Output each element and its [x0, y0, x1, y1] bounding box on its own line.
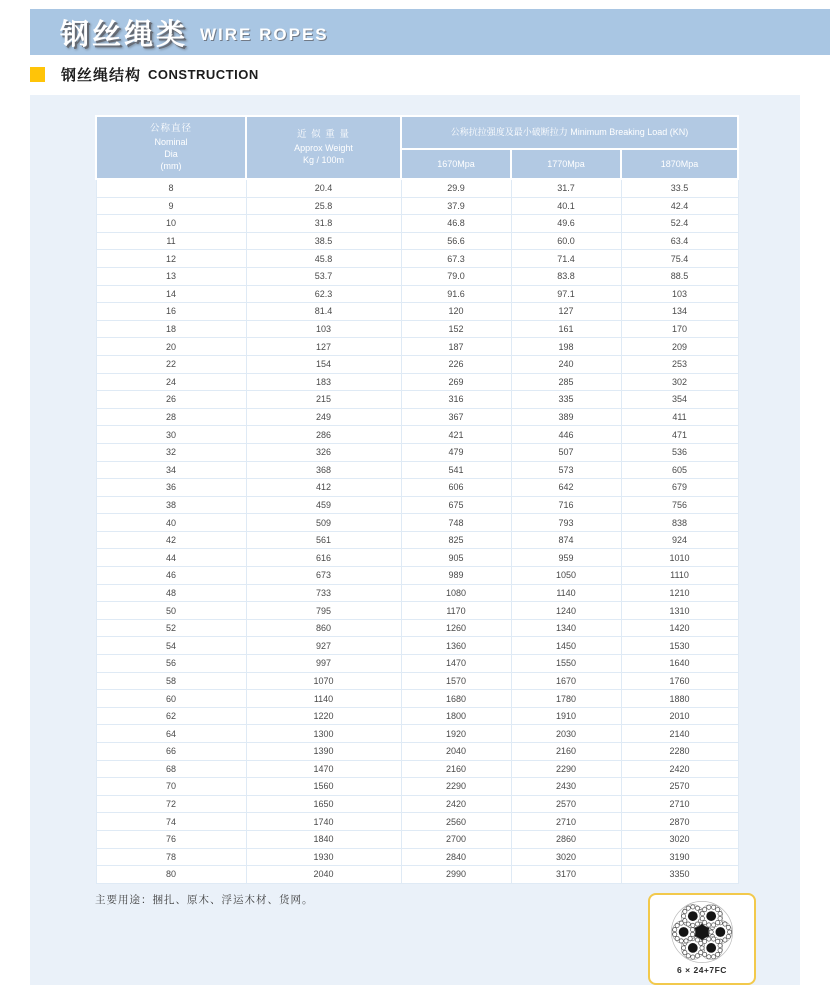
table-cell: 67.3 — [401, 250, 511, 268]
table-cell: 1210 — [621, 584, 738, 602]
table-cell: 58 — [96, 672, 246, 690]
table-row — [96, 725, 738, 743]
table-cell: 37.9 — [401, 197, 511, 215]
content-panel — [30, 95, 800, 985]
table-cell: 286 — [246, 426, 401, 444]
section-header — [30, 64, 259, 84]
table-cell: 38.5 — [246, 232, 401, 250]
table-row — [96, 795, 738, 813]
table-cell: 170 — [621, 320, 738, 338]
table-cell: 25.8 — [246, 197, 401, 215]
table-row — [96, 584, 738, 602]
table-cell: 49.6 — [511, 215, 621, 233]
table-cell: 56 — [96, 655, 246, 673]
section-title-en: CONSTRUCTION — [148, 66, 259, 82]
table-cell: 76 — [96, 830, 246, 848]
table-cell: 479 — [401, 443, 511, 461]
table-cell: 733 — [246, 584, 401, 602]
table-cell: 88.5 — [621, 267, 738, 285]
table-row — [96, 479, 738, 497]
table-row — [96, 567, 738, 585]
table-cell: 1260 — [401, 619, 511, 637]
table-cell: 31.7 — [511, 179, 621, 197]
table-cell: 1110 — [621, 567, 738, 585]
table-cell: 1390 — [246, 743, 401, 761]
table-row — [96, 602, 738, 620]
table-cell: 198 — [511, 338, 621, 356]
table-body — [96, 179, 738, 883]
table-cell: 927 — [246, 637, 401, 655]
table-cell: 56.6 — [401, 232, 511, 250]
table-cell: 26 — [96, 391, 246, 409]
table-cell: 905 — [401, 549, 511, 567]
table-cell: 52.4 — [621, 215, 738, 233]
table-cell: 22 — [96, 355, 246, 373]
table-cell: 62.3 — [246, 285, 401, 303]
page-title-zh: 钢丝绳类 — [60, 16, 189, 51]
usage-note: 主要用途：捆扎、原木、浮运木材、货网。 — [95, 894, 314, 906]
table-row — [96, 637, 738, 655]
table-cell: 616 — [246, 549, 401, 567]
table-row — [96, 461, 738, 479]
table-cell: 60.0 — [511, 232, 621, 250]
table-row — [96, 373, 738, 391]
table-cell: 1780 — [511, 690, 621, 708]
table-row — [96, 426, 738, 444]
table-cell: 38 — [96, 496, 246, 514]
table-cell: 66 — [96, 743, 246, 761]
table-cell: 2840 — [401, 848, 511, 866]
table-cell: 1080 — [401, 584, 511, 602]
table-row — [96, 179, 738, 197]
table-cell: 28 — [96, 408, 246, 426]
table-cell: 673 — [246, 567, 401, 585]
table-cell: 2040 — [246, 866, 401, 884]
table-cell: 924 — [621, 531, 738, 549]
table-cell: 31.8 — [246, 215, 401, 233]
table-cell: 2570 — [511, 795, 621, 813]
table-cell: 42.4 — [621, 197, 738, 215]
table-cell: 81.4 — [246, 303, 401, 321]
table-cell: 2430 — [511, 778, 621, 796]
table-cell: 249 — [246, 408, 401, 426]
col-header-grade-1770: 1770Mpa — [511, 149, 621, 179]
table-cell: 679 — [621, 479, 738, 497]
table-cell: 316 — [401, 391, 511, 409]
table-cell: 389 — [511, 408, 621, 426]
table-cell: 1640 — [621, 655, 738, 673]
table-row — [96, 391, 738, 409]
table-cell: 1470 — [401, 655, 511, 673]
table-cell: 335 — [511, 391, 621, 409]
table-cell: 2010 — [621, 707, 738, 725]
table-cell: 33.5 — [621, 179, 738, 197]
table-cell: 2160 — [511, 743, 621, 761]
table-cell: 50 — [96, 602, 246, 620]
table-cell: 29.9 — [401, 179, 511, 197]
col-header-grade-1670: 1670Mpa — [401, 149, 511, 179]
table-cell: 997 — [246, 655, 401, 673]
table-cell: 1170 — [401, 602, 511, 620]
table-cell: 860 — [246, 619, 401, 637]
table-cell: 959 — [511, 549, 621, 567]
table-cell: 606 — [401, 479, 511, 497]
table-row — [96, 338, 738, 356]
table-cell: 1880 — [621, 690, 738, 708]
table-cell: 1670 — [511, 672, 621, 690]
table-cell: 825 — [401, 531, 511, 549]
table-cell: 2290 — [511, 760, 621, 778]
table-cell: 1930 — [246, 848, 401, 866]
rope-cross-section-icon — [668, 898, 736, 966]
table-cell: 411 — [621, 408, 738, 426]
table-cell: 412 — [246, 479, 401, 497]
table-cell: 2710 — [511, 813, 621, 831]
table-cell: 675 — [401, 496, 511, 514]
table-cell: 13 — [96, 267, 246, 285]
table-cell: 2160 — [401, 760, 511, 778]
table-row — [96, 496, 738, 514]
table-cell: 1220 — [246, 707, 401, 725]
table-cell: 1360 — [401, 637, 511, 655]
table-cell: 68 — [96, 760, 246, 778]
table-cell: 63.4 — [621, 232, 738, 250]
table-cell: 536 — [621, 443, 738, 461]
table-cell: 70 — [96, 778, 246, 796]
table-cell: 459 — [246, 496, 401, 514]
table-row — [96, 743, 738, 761]
table-cell: 1650 — [246, 795, 401, 813]
table-cell: 52 — [96, 619, 246, 637]
table-cell: 161 — [511, 320, 621, 338]
table-row — [96, 320, 738, 338]
table-cell: 421 — [401, 426, 511, 444]
table-row — [96, 408, 738, 426]
table-cell: 605 — [621, 461, 738, 479]
table-cell: 368 — [246, 461, 401, 479]
table-cell: 53.7 — [246, 267, 401, 285]
table-cell: 44 — [96, 549, 246, 567]
table-cell: 2280 — [621, 743, 738, 761]
table-cell: 127 — [246, 338, 401, 356]
table-cell: 97.1 — [511, 285, 621, 303]
table-cell: 354 — [621, 391, 738, 409]
table-cell: 1340 — [511, 619, 621, 637]
table-cell: 48 — [96, 584, 246, 602]
table-cell: 154 — [246, 355, 401, 373]
table-cell: 756 — [621, 496, 738, 514]
table-row — [96, 355, 738, 373]
table-cell: 1450 — [511, 637, 621, 655]
table-cell: 1310 — [621, 602, 738, 620]
table-cell: 1570 — [401, 672, 511, 690]
table-cell: 80 — [96, 866, 246, 884]
col-header-nominal-dia: 公称直径 Nominal Dia (mm) — [96, 116, 246, 179]
table-cell: 2030 — [511, 725, 621, 743]
table-cell: 1550 — [511, 655, 621, 673]
table-cell: 2870 — [621, 813, 738, 831]
table-cell: 989 — [401, 567, 511, 585]
table-cell: 2700 — [401, 830, 511, 848]
table-cell: 2290 — [401, 778, 511, 796]
table-cell: 60 — [96, 690, 246, 708]
table-cell: 1920 — [401, 725, 511, 743]
col-header-approx-weight: 近 似 重 量 Approx Weight Kg / 100m — [246, 116, 401, 179]
table-cell: 509 — [246, 514, 401, 532]
table-cell: 46.8 — [401, 215, 511, 233]
table-cell: 54 — [96, 637, 246, 655]
table-cell: 78 — [96, 848, 246, 866]
table-cell: 74 — [96, 813, 246, 831]
table-row — [96, 866, 738, 884]
table-row — [96, 215, 738, 233]
table-cell: 3190 — [621, 848, 738, 866]
table-row — [96, 778, 738, 796]
table-cell: 1560 — [246, 778, 401, 796]
table-cell: 1240 — [511, 602, 621, 620]
table-cell: 127 — [511, 303, 621, 321]
table-cell: 1070 — [246, 672, 401, 690]
table-cell: 14 — [96, 285, 246, 303]
table-cell: 46 — [96, 567, 246, 585]
table-cell: 642 — [511, 479, 621, 497]
table-row — [96, 848, 738, 866]
table-cell: 446 — [511, 426, 621, 444]
yellow-square-icon — [30, 67, 45, 82]
table-cell: 11 — [96, 232, 246, 250]
table-cell: 20 — [96, 338, 246, 356]
table-cell: 40 — [96, 514, 246, 532]
table-cell: 285 — [511, 373, 621, 391]
table-cell: 30 — [96, 426, 246, 444]
table-cell: 240 — [511, 355, 621, 373]
table-cell: 2140 — [621, 725, 738, 743]
section-title-zh: 钢丝绳结构 — [61, 66, 142, 84]
table-cell: 302 — [621, 373, 738, 391]
table-cell: 253 — [621, 355, 738, 373]
table-cell: 10 — [96, 215, 246, 233]
table-cell: 874 — [511, 531, 621, 549]
table-cell: 16 — [96, 303, 246, 321]
table-row — [96, 267, 738, 285]
rope-construction-label: 6 × 24+7FC — [677, 965, 727, 975]
table-cell: 20.4 — [246, 179, 401, 197]
table-cell: 34 — [96, 461, 246, 479]
table-row — [96, 760, 738, 778]
table-cell: 152 — [401, 320, 511, 338]
table-cell: 134 — [621, 303, 738, 321]
table-cell: 40.1 — [511, 197, 621, 215]
table-cell: 795 — [246, 602, 401, 620]
table-cell: 748 — [401, 514, 511, 532]
table-cell: 1530 — [621, 637, 738, 655]
table-cell: 1740 — [246, 813, 401, 831]
table-cell: 573 — [511, 461, 621, 479]
table-row — [96, 813, 738, 831]
table-row — [96, 655, 738, 673]
table-cell: 32 — [96, 443, 246, 461]
table-cell: 8 — [96, 179, 246, 197]
table-cell: 3170 — [511, 866, 621, 884]
table-cell: 226 — [401, 355, 511, 373]
rope-cross-section-box — [648, 893, 756, 985]
table-cell: 120 — [401, 303, 511, 321]
table-cell: 3020 — [621, 830, 738, 848]
table-row — [96, 514, 738, 532]
table-cell: 1420 — [621, 619, 738, 637]
table-cell: 326 — [246, 443, 401, 461]
table-row — [96, 232, 738, 250]
table-cell: 3350 — [621, 866, 738, 884]
wire-rope-spec-table — [95, 115, 739, 884]
table-cell: 1800 — [401, 707, 511, 725]
table-cell: 36 — [96, 479, 246, 497]
table-cell: 2560 — [401, 813, 511, 831]
page-title-en: WIRE ROPES — [200, 25, 329, 44]
table-cell: 507 — [511, 443, 621, 461]
table-cell: 103 — [621, 285, 738, 303]
table-row — [96, 690, 738, 708]
table-cell: 1010 — [621, 549, 738, 567]
table-cell: 1050 — [511, 567, 621, 585]
table-row — [96, 830, 738, 848]
table-cell: 187 — [401, 338, 511, 356]
col-header-breaking-load: 公称抗拉强度及最小破断拉力 Minimum Breaking Load (KN) — [401, 116, 738, 149]
table-cell: 1840 — [246, 830, 401, 848]
table-cell: 561 — [246, 531, 401, 549]
table-cell: 1140 — [246, 690, 401, 708]
table-cell: 838 — [621, 514, 738, 532]
col-header-grade-1870: 1870Mpa — [621, 149, 738, 179]
table-cell: 103 — [246, 320, 401, 338]
table-cell: 209 — [621, 338, 738, 356]
table-cell: 716 — [511, 496, 621, 514]
table-cell: 45.8 — [246, 250, 401, 268]
table-cell: 367 — [401, 408, 511, 426]
table-row — [96, 707, 738, 725]
table-cell: 2860 — [511, 830, 621, 848]
table-cell: 2570 — [621, 778, 738, 796]
table-cell: 471 — [621, 426, 738, 444]
table-row — [96, 619, 738, 637]
table-cell: 1910 — [511, 707, 621, 725]
table-cell: 215 — [246, 391, 401, 409]
table-cell: 75.4 — [621, 250, 738, 268]
table-cell: 183 — [246, 373, 401, 391]
table-cell: 18 — [96, 320, 246, 338]
table-row — [96, 549, 738, 567]
table-cell: 1470 — [246, 760, 401, 778]
table-cell: 62 — [96, 707, 246, 725]
table-cell: 12 — [96, 250, 246, 268]
table-cell: 2420 — [621, 760, 738, 778]
table-cell: 2710 — [621, 795, 738, 813]
table-cell: 9 — [96, 197, 246, 215]
table-row — [96, 443, 738, 461]
table-cell: 1760 — [621, 672, 738, 690]
table-cell: 83.8 — [511, 267, 621, 285]
table-row — [96, 303, 738, 321]
table-cell: 72 — [96, 795, 246, 813]
page-banner — [30, 9, 830, 55]
table-cell: 1300 — [246, 725, 401, 743]
table-cell: 269 — [401, 373, 511, 391]
table-cell: 3020 — [511, 848, 621, 866]
table-cell: 541 — [401, 461, 511, 479]
table-cell: 79.0 — [401, 267, 511, 285]
table-cell: 24 — [96, 373, 246, 391]
table-cell: 91.6 — [401, 285, 511, 303]
table-cell: 2420 — [401, 795, 511, 813]
table-cell: 64 — [96, 725, 246, 743]
table-cell: 793 — [511, 514, 621, 532]
table-cell: 1680 — [401, 690, 511, 708]
table-row — [96, 285, 738, 303]
table-cell: 2040 — [401, 743, 511, 761]
table-cell: 42 — [96, 531, 246, 549]
table-cell: 1140 — [511, 584, 621, 602]
table-cell: 71.4 — [511, 250, 621, 268]
table-row — [96, 531, 738, 549]
table-row — [96, 672, 738, 690]
table-row — [96, 250, 738, 268]
table-row — [96, 197, 738, 215]
table-cell: 2990 — [401, 866, 511, 884]
